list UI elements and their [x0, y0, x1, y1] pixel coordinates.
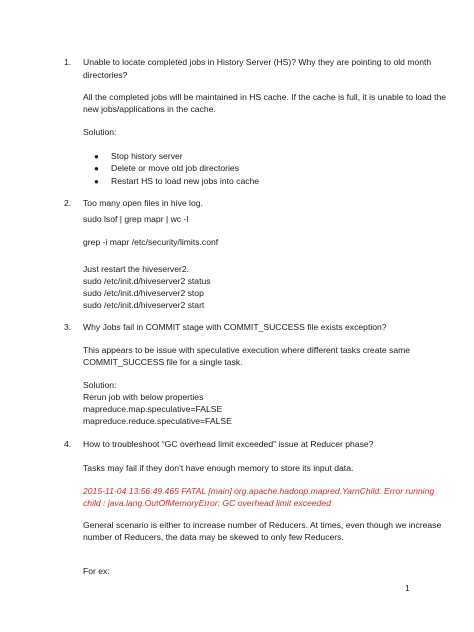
- item-3-solution-label: Solution:: [83, 380, 117, 390]
- item-2-command-1: sudo lsof | grep mapr | wc -l: [83, 214, 189, 224]
- item-3-explanation-line-2: COMMIT_SUCCESS file for a single task.: [83, 357, 243, 367]
- item-2-restart-line-3: sudo /etc/init.d/hiveserver2 stop: [83, 288, 204, 298]
- item-1-bullet-1: Stop history server: [111, 151, 183, 161]
- item-4-error-line-2: child : java.lang.OutOfMemoryError: GC overhead limit exceeded: [83, 498, 331, 508]
- item-1-solution-label: Solution:: [83, 127, 117, 137]
- item-4-title: How to troubleshoot “GC overhead limit exceeded” issue at Reducer phase?: [83, 439, 374, 449]
- item-1-number: 1.: [64, 57, 72, 67]
- item-4-scenario-line-2: number of Reducers, the data may be skewed to only few Reducers.: [83, 532, 344, 542]
- item-3-solution-line-3: mapreduce.reduce.speculative=FALSE: [83, 416, 232, 426]
- item-1-bullet-3: Restart HS to load new jobs into cache: [111, 176, 260, 186]
- bullet-dot-icon: ●: [94, 152, 99, 161]
- bullet-dot-icon: ●: [94, 177, 99, 186]
- item-3-solution-line-1: Rerun job with below properties: [83, 392, 204, 402]
- bullet-dot-icon: ●: [94, 164, 99, 173]
- item-3-number: 3.: [64, 322, 72, 332]
- item-4-for-ex: For ex:: [83, 566, 110, 576]
- item-3-explanation-line-1: This appears to be issue with speculative execution where different tasks create same: [83, 345, 411, 355]
- item-2-restart-line-1: Just restart the hiveserver2.: [83, 264, 190, 274]
- item-2-number: 2.: [64, 198, 72, 208]
- item-2-restart-line-2: sudo /etc/init.d/hiveserver2 status: [83, 276, 211, 286]
- item-2-command-2: grep -i mapr /etc/security/limits.conf: [83, 237, 219, 247]
- item-1-explanation-line-2: new jobs/applications in the cache.: [83, 104, 216, 114]
- item-3-solution-line-2: mapreduce.map.speculative=FALSE: [83, 404, 223, 414]
- item-1-bullet-2: Delete or move old job directories: [111, 163, 240, 173]
- item-2-restart-line-4: sudo /etc/init.d/hiveserver2 start: [83, 300, 205, 310]
- item-4-error-line-1: 2015-11-04 13:56:49.465 FATAL [main] org.apache.hadoop.mapred.YarnChild: Error running: [83, 486, 435, 496]
- item-4-line-1: Tasks may fail if they don’t have enough memory to store its input data.: [83, 463, 354, 473]
- page-number: 1: [405, 583, 410, 593]
- item-4-scenario-line-1: General scenario is either to increase number of Reducers. At times, even though we increase: [83, 520, 442, 530]
- item-1-title-line-2: directories?: [83, 70, 128, 80]
- item-3-title: Why Jobs fail in COMMIT stage with COMMIT_SUCCESS file exists exception?: [83, 322, 387, 332]
- item-4-number: 4.: [64, 439, 72, 449]
- item-1-explanation-line-1: All the completed jobs will be maintained in HS cache. If the cache is full, it is unable to load the: [83, 92, 447, 102]
- item-2-title: Too many open files in hive log.: [83, 198, 203, 208]
- item-1-title-line-1: Unable to locate completed jobs in History Server (HS)? Why they are pointing to old month: [83, 57, 432, 67]
